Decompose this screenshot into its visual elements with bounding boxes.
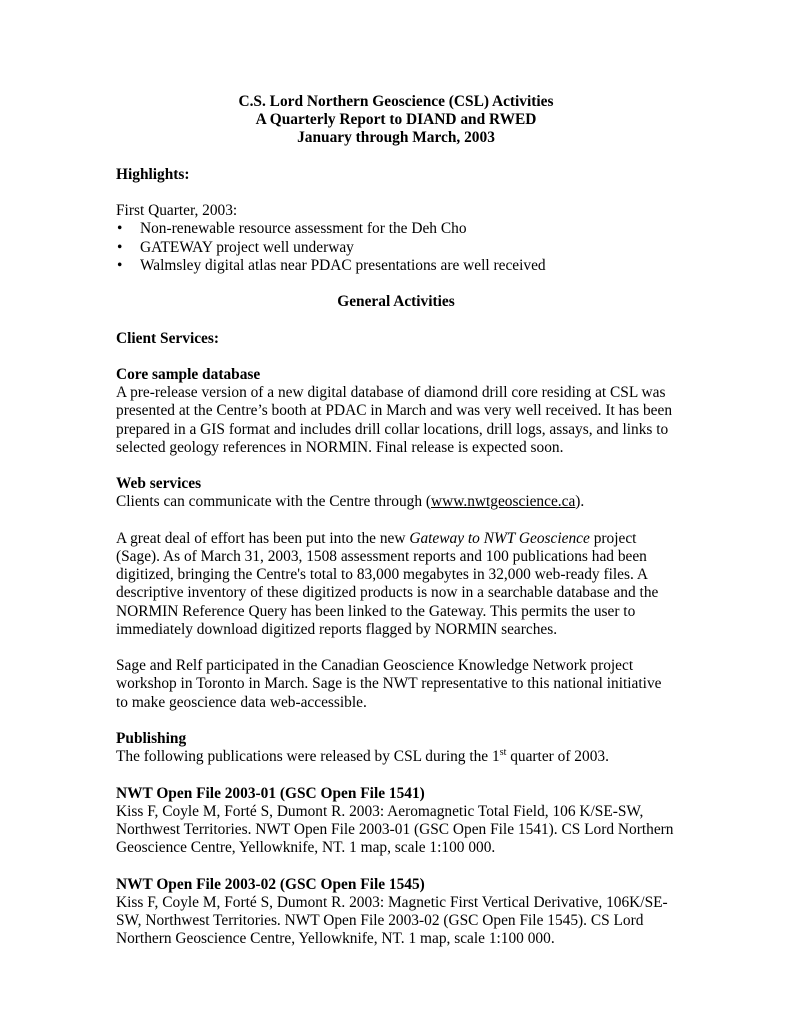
web-services-body: Clients can communicate with the Centre through (www.nwtgeoscience.ca). [116,493,585,511]
list-item: • Walmsley digital atlas near PDAC presentations are well received [117,256,546,274]
general-activities-heading: General Activities [337,293,455,311]
core-sample-heading: Core sample database [116,365,261,383]
core-sample-body: A pre-release version of a new digital database of diamond drill core residing at CSL was presented at the Centre’s booth at PDAC in March and was very well received. It has been prepared in a GIS format and includes drill collar locations, drill logs, assays, and links to selected geology references in NORMIN. Final release is expected soon. [116,384,673,456]
workshop-paragraph: Sage and Relf participated in the Canadian Geoscience Knowledge Network project workshop in Toronto in March. Sage is the NWT representative to this national initiative to make geoscience data web-accessible. [116,657,662,711]
bullet-icon: • [117,220,123,238]
web-services-heading: Web services [116,475,202,493]
open-file-heading: NWT Open File 2003-01 (GSC Open File 1541) [116,784,425,802]
list-item: • Non-renewable resource assessment for the Deh Cho [117,220,467,238]
title-line-1: C.S. Lord Northern Geoscience (CSL) Activities [238,93,554,110]
highlights-intro: First Quarter, 2003: [116,202,238,220]
website-link[interactable]: www.nwtgeoscience.ca [431,493,576,511]
document-page [116,93,676,948]
open-file-heading: NWT Open File 2003-02 (GSC Open File 1545) [116,875,425,893]
open-file-body: Kiss F, Coyle M, Forté S, Dumont R. 2003: Magnetic First Vertical Derivative, 106K/SE-SW, Northwest Territories. NWT Open File 2003-02 (GSC Open File 1545). CS Lord Northern Geoscience Centre, Yellowknife, NT. 1 map, scale 1:100 000. [116,893,668,948]
publishing-intro: The following publications were released by CSL during the 1st quarter of 2003. [116,747,609,766]
highlights-list [116,220,676,275]
gateway-project-name: Gateway to NWT Geoscience [409,529,590,547]
open-file-body: Kiss F, Coyle M, Forté S, Dumont R. 2003: Aeromagnetic Total Field, 106 K/SE-SW, Northwest Territories. NWT Open File 2003-01 (GSC Open File 1541). CS Lord Northern Geoscience Centre, Yellowknife, NT. 1 map, scale 1:100 000. [116,802,674,857]
report-title [116,93,676,148]
client-services-heading: Client Services: [116,329,220,347]
publishing-heading: Publishing [116,729,187,747]
bullet-icon: • [117,256,123,274]
title-line-3: January through March, 2003 [297,129,495,147]
gateway-paragraph: A great deal of effort has been put into the new Gateway to NWT Geoscience project (Sage). As of March 31, 2003, 1508 assessment reports and 100 publications had been digitized, bringing the Centre's total to 83,000 megabytes in 32,000 web-ready files. A descriptive inventory of these digitized products is now in a searchable database and the NORMIN Reference Query has been linked to the Gateway. This permits the user to immediately download digitized reports flagged by NORMIN searches. [116,529,659,638]
bullet-icon: • [117,238,123,256]
highlights-heading: Highlights: [116,165,190,183]
list-item: • GATEWAY project well underway [117,238,354,256]
title-line-2: A Quarterly Report to DIAND and RWED [255,111,537,129]
